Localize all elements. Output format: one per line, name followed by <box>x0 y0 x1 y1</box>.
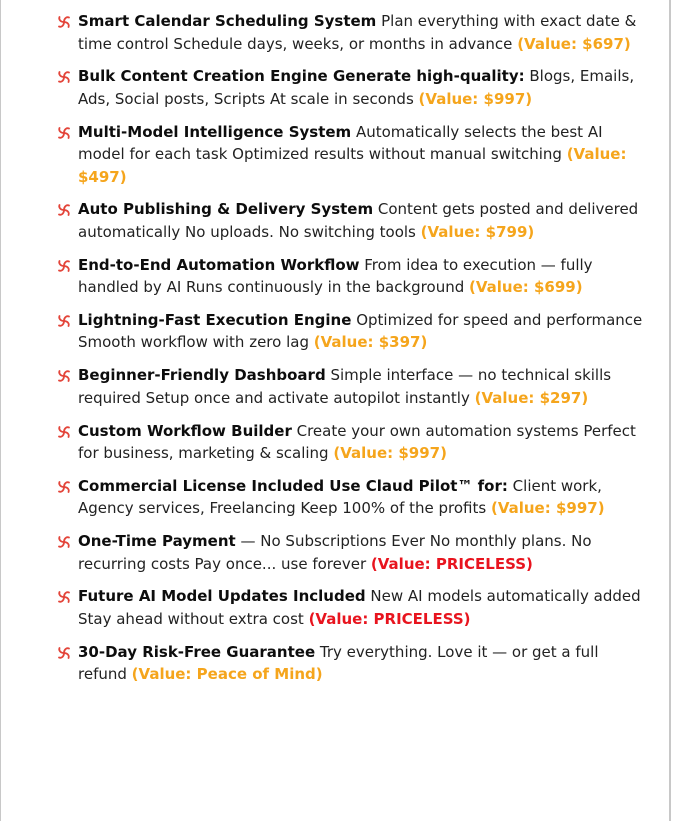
feature-title: Auto Publishing & Delivery System <box>78 200 374 219</box>
feature-value: (Value: $497) <box>78 145 627 186</box>
feature-item <box>56 641 646 686</box>
feature-description: — No Subscriptions Ever No monthly plans. No recurring costs Pay once... use forever <box>78 532 592 573</box>
swirl-bullet-icon <box>56 368 72 384</box>
feature-value: (Value: Peace of Mind) <box>131 665 323 684</box>
feature-description: Optimized for speed and performance Smooth workflow with zero lag <box>78 310 643 352</box>
feature-description: New AI models automatically added Stay ahead without extra cost <box>78 587 641 628</box>
feature-description: From idea to execution — fully handled by AI Runs continuously in the background <box>78 255 593 297</box>
feature-title: Lightning-Fast Execution Engine <box>78 310 352 329</box>
feature-item <box>56 585 646 630</box>
feature-title: Smart Calendar Scheduling System <box>78 12 377 30</box>
feature-value: (Value: $699) <box>469 278 583 297</box>
feature-title: Bulk Content Creation Engine Generate high-quality: <box>78 67 525 86</box>
feature-description: Client work, Agency services, Freelancing Keep 100% of the profits <box>78 476 602 518</box>
feature-description: Plan everything with exact date & time control Schedule days, weeks, or months in advance <box>78 12 637 53</box>
feature-title: 30-Day Risk-Free Guarantee <box>78 642 316 661</box>
swirl-bullet-icon <box>56 69 72 85</box>
feature-item <box>56 475 646 520</box>
feature-value: (Value: $997) <box>490 499 605 518</box>
feature-description: Blogs, Emails, Ads, Social posts, Scripts At scale in seconds <box>78 67 635 108</box>
swirl-bullet-icon <box>56 589 72 605</box>
feature-title: Custom Workflow Builder <box>78 421 292 440</box>
feature-list <box>56 10 646 696</box>
feature-item <box>56 364 646 409</box>
feature-title: One-Time Payment <box>78 532 236 551</box>
feature-item <box>56 121 646 189</box>
feature-value: (Value: PRICELESS) <box>370 554 533 573</box>
feature-value: (Value: PRICELESS) <box>308 609 471 628</box>
feature-value: (Value: $697) <box>517 34 631 53</box>
feature-description: Try everything. Love it — or get a full refund <box>78 642 599 684</box>
feature-item <box>56 530 646 575</box>
feature-title: Commercial License Included Use Claud Pilot™ for: <box>78 476 508 495</box>
feature-description: Automatically selects the best AI model for each task Optimized results without manual switching <box>78 122 603 164</box>
feature-item <box>56 10 646 55</box>
feature-description: Content gets posted and delivered automatically No uploads. No switching tools <box>78 200 639 241</box>
swirl-bullet-icon <box>56 125 72 141</box>
feature-value: (Value: $799) <box>420 222 535 241</box>
swirl-bullet-icon <box>56 424 72 440</box>
feature-item <box>56 420 646 465</box>
swirl-bullet-icon <box>56 479 72 495</box>
feature-description: Create your own automation systems Perfect for business, marketing & scaling <box>78 421 636 463</box>
swirl-bullet-icon <box>56 258 72 274</box>
swirl-bullet-icon <box>56 313 72 329</box>
feature-description: Simple interface — no technical skills required Setup once and activate autopilot instantly <box>78 366 612 407</box>
swirl-bullet-icon <box>56 645 72 661</box>
swirl-bullet-icon <box>56 14 72 30</box>
feature-value: (Value: $997) <box>418 89 533 108</box>
feature-title: Future AI Model Updates Included <box>78 587 366 606</box>
feature-value: (Value: $997) <box>333 444 447 463</box>
feature-value: (Value: $397) <box>313 333 428 352</box>
feature-title: Multi-Model Intelligence System <box>78 122 352 141</box>
feature-value: (Value: $297) <box>474 388 589 407</box>
feature-item <box>56 309 646 354</box>
feature-item <box>56 254 646 299</box>
feature-title: End-to-End Automation Workflow <box>78 255 360 274</box>
swirl-bullet-icon <box>56 534 72 550</box>
swirl-bullet-icon <box>56 202 72 218</box>
feature-item <box>56 65 646 110</box>
feature-item <box>56 198 646 243</box>
feature-title: Beginner-Friendly Dashboard <box>78 366 326 385</box>
